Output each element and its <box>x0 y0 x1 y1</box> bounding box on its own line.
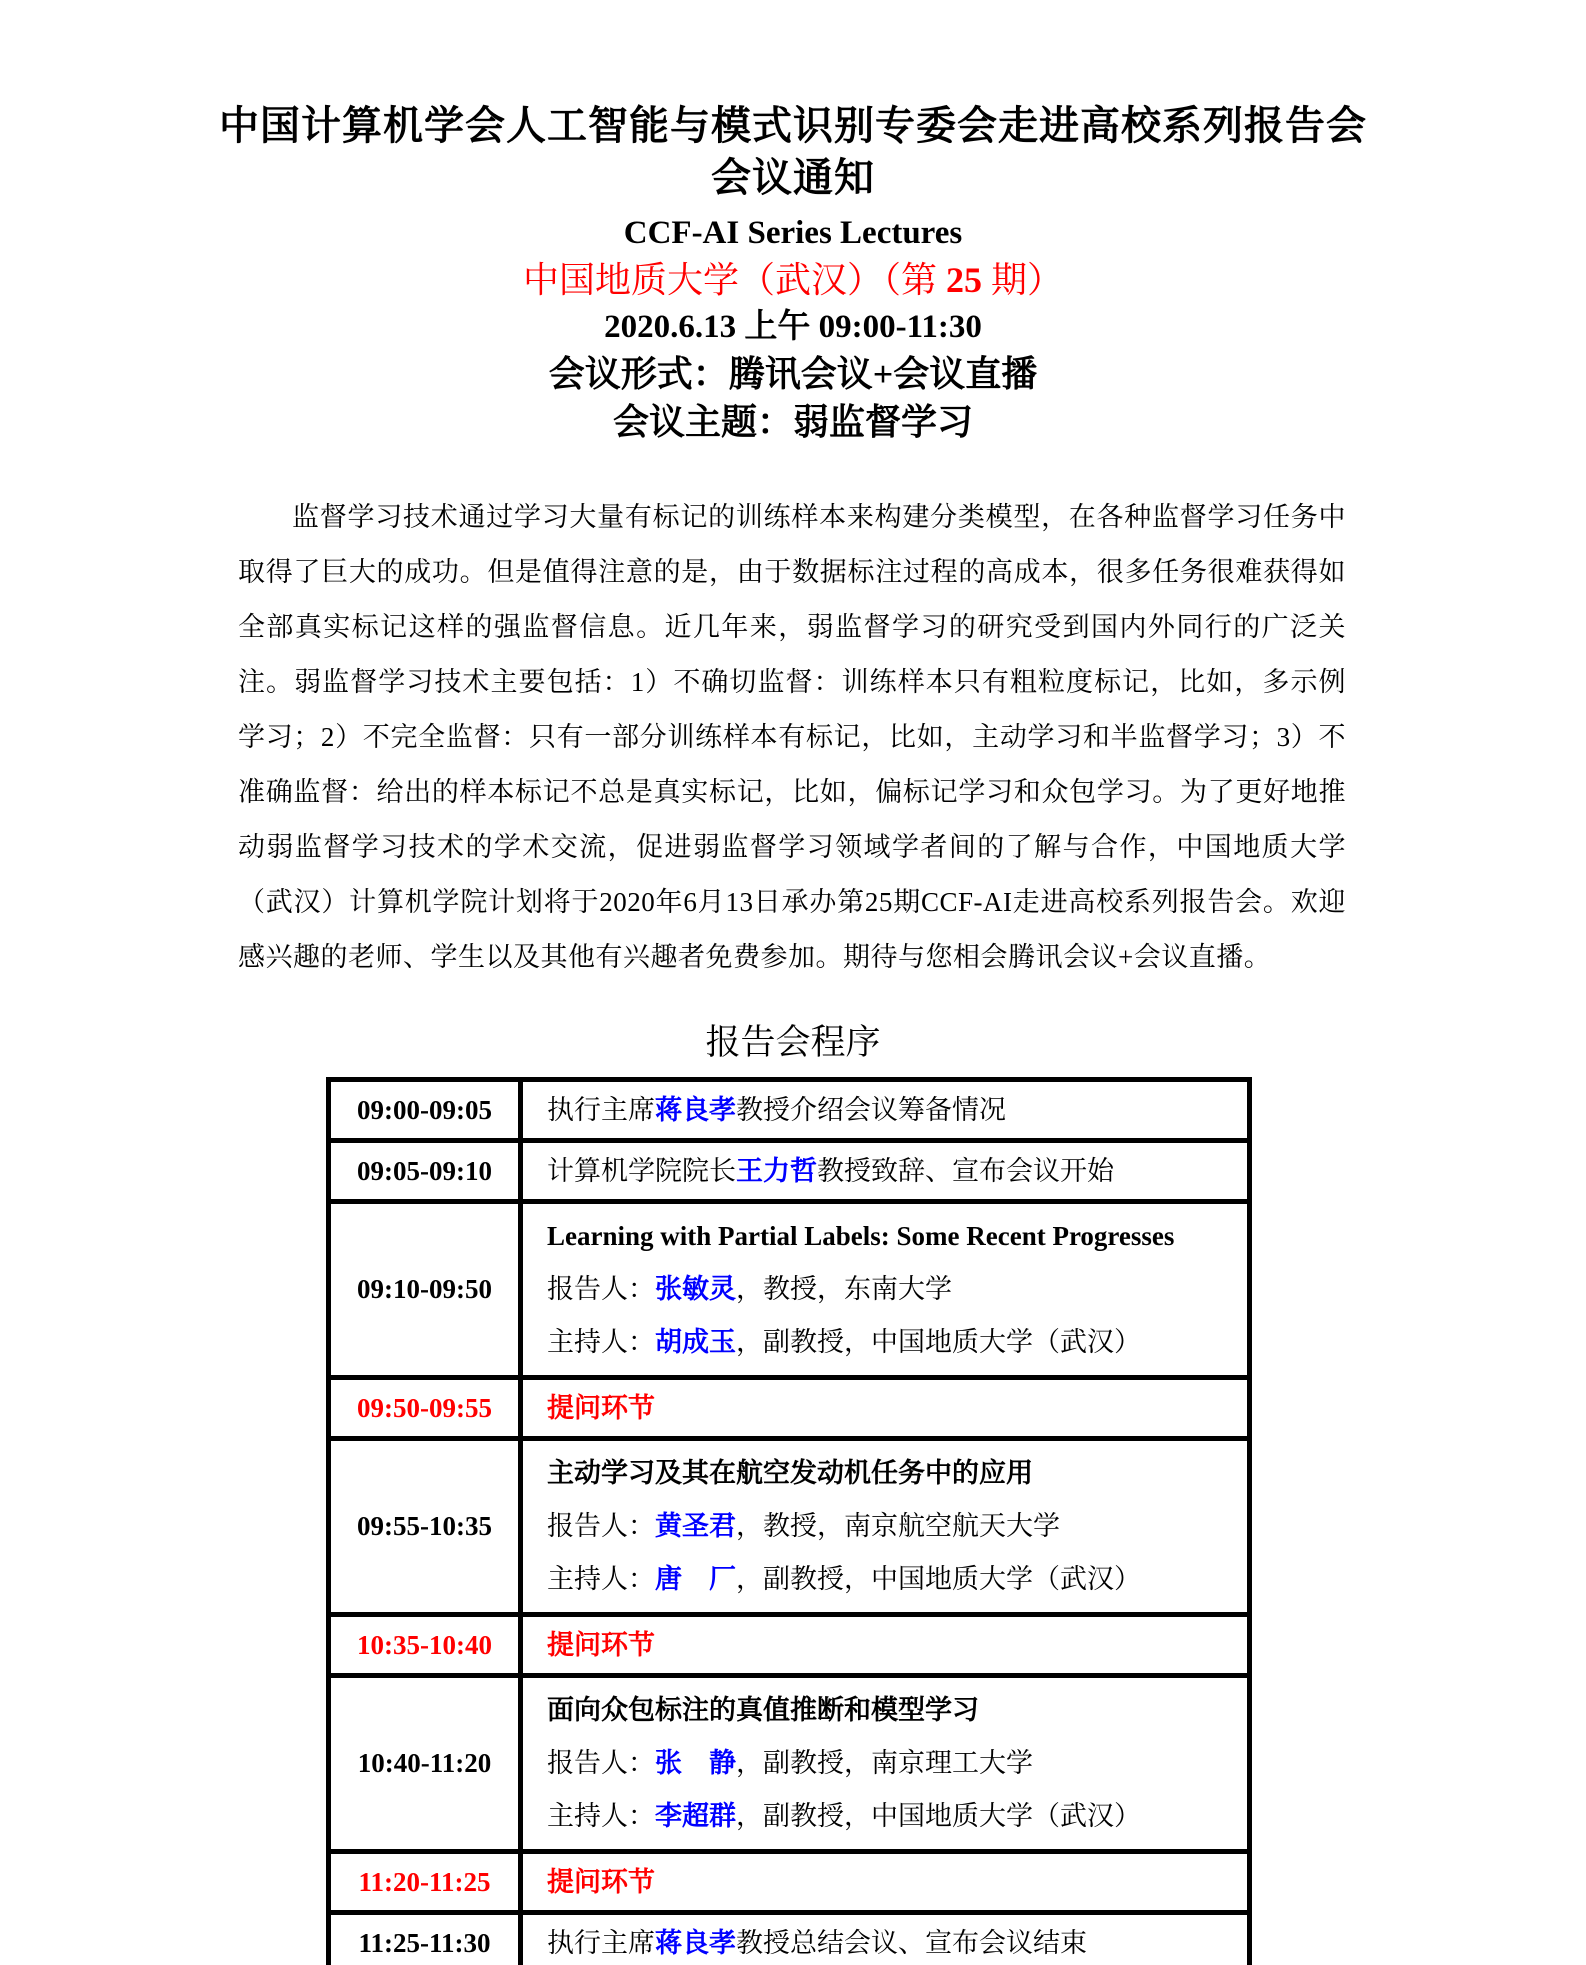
schedule-table-body <box>329 1080 1250 1965</box>
text-run: 执行主席 <box>547 1928 655 1958</box>
person-name: 蒋良孝 <box>655 1095 736 1125</box>
text-run: 主持人： <box>547 1801 655 1831</box>
table-row <box>329 1913 1250 1965</box>
schedule-line <box>547 1790 1231 1843</box>
text-run: 面向众包标注的真值推断和模型学习 <box>547 1695 979 1725</box>
content-cell <box>521 1615 1250 1676</box>
time-cell: 09:00-09:05 <box>329 1080 521 1141</box>
text-run: 提问环节 <box>547 1867 655 1897</box>
title-line-1: 中国计算机学会人工智能与模式识别专委会走进高校系列报告会 <box>219 103 1367 148</box>
schedule-line <box>547 1629 1231 1661</box>
content-cell <box>521 1439 1250 1615</box>
text-run: 主持人： <box>547 1564 655 1594</box>
schedule-line <box>547 1500 1231 1553</box>
content-cell <box>521 1852 1250 1913</box>
person-name: 张敏灵 <box>655 1274 736 1304</box>
content-cell <box>521 1202 1250 1378</box>
text-run: 计算机学院院长 <box>547 1156 736 1186</box>
time-cell: 09:05-09:10 <box>329 1141 521 1202</box>
person-name: 王力哲 <box>736 1156 817 1186</box>
meeting-topic-line: 会议主题：弱监督学习 <box>612 402 973 442</box>
table-row <box>329 1615 1250 1676</box>
series-english-title: CCF-AI Series Lectures <box>623 215 963 251</box>
text-run: ，教授，东南大学 <box>736 1274 952 1304</box>
person-name: 黄圣君 <box>655 1511 736 1541</box>
person-name: 李超群 <box>655 1801 736 1831</box>
person-name: 蒋良孝 <box>655 1928 736 1958</box>
table-row <box>329 1676 1250 1852</box>
venue-line <box>0 256 1586 304</box>
time-cell: 10:35-10:40 <box>329 1615 521 1676</box>
table-row <box>329 1141 1250 1202</box>
schedule-line <box>547 1263 1231 1316</box>
abstract-paragraph: 监督学习技术通过学习大量有标记的训练样本来构建分类模型，在各种监督学习任务中取得了巨大的成功。但是值得注意的是，由于数据标注过程的高成本，很多任务很难获得如全部真实标记这样的强监督信息。近几年来，弱监督学习的研究受到国内外同行的广泛关注。弱监督学习技术主要包括：1）不确切监督：训练样本只有粗粒度标记，比如，多示例学习；2）不完全监督：只有一部分训练样本有标记，比如，主动学习和半监督学习；3）不准确监督：给出的样本标记不总是真实标记，比如，偏标记学习和众包学习。为了更好地推动弱监督学习技术的学术交流，促进弱监督学习领域学者间的了解与合作，中国地质大学（武汉）计算机学院计划将于2020年6月13日承办第25期CCF-AI走进高校系列报告会。欢迎感兴趣的老师、学生以及其他有兴趣者免费参加。期待与您相会腾讯会议+会议直播。 <box>238 502 1346 972</box>
table-row <box>329 1202 1250 1378</box>
schedule-line <box>547 1392 1231 1424</box>
text-run: 报告人： <box>547 1748 655 1778</box>
table-row <box>329 1852 1250 1913</box>
time-cell: 09:55-10:35 <box>329 1439 521 1615</box>
content-cell <box>521 1378 1250 1439</box>
content-cell <box>521 1676 1250 1852</box>
text-run: 报告人： <box>547 1511 655 1541</box>
person-name: 张 静 <box>655 1748 736 1778</box>
text-run: 执行主席 <box>547 1095 655 1125</box>
text-run: ，副教授，中国地质大学（武汉） <box>736 1801 1141 1831</box>
text-run: Learning with Partial Labels: Some Recent Progresses <box>547 1221 1175 1251</box>
schedule-line <box>547 1447 1231 1500</box>
text-run: 提问环节 <box>547 1630 655 1660</box>
text-run: 期） <box>982 260 1064 300</box>
text-run: 提问环节 <box>547 1393 655 1423</box>
schedule-table <box>326 1077 1252 1965</box>
schedule-line <box>547 1155 1231 1187</box>
text-run: ，副教授，中国地质大学（武汉） <box>736 1564 1141 1594</box>
schedule-line <box>547 1737 1231 1790</box>
text-run: 主持人： <box>547 1327 655 1357</box>
text-run: 中国地质大学（武汉）（第 <box>522 260 946 300</box>
time-cell: 11:25-11:30 <box>329 1913 521 1965</box>
person-name: 唐 厂 <box>655 1564 736 1594</box>
schedule-line <box>547 1684 1231 1737</box>
table-row <box>329 1080 1250 1141</box>
text-run: 教授致辞、宣布会议开始 <box>817 1156 1114 1186</box>
text-run: 主动学习及其在航空发动机任务中的应用 <box>547 1458 1033 1488</box>
content-cell <box>521 1141 1250 1202</box>
text-run: ，副教授，南京理工大学 <box>736 1748 1033 1778</box>
time-cell: 11:20-11:25 <box>329 1852 521 1913</box>
schedule-line <box>547 1094 1231 1126</box>
content-cell <box>521 1080 1250 1141</box>
datetime-line: 2020.6.13 上午 09:00-11:30 <box>604 309 982 345</box>
time-cell: 09:50-09:55 <box>329 1378 521 1439</box>
text-run: 教授介绍会议筹备情况 <box>736 1095 1006 1125</box>
title-line-2: 会议通知 <box>711 155 875 200</box>
text-run: 报告人： <box>547 1274 655 1304</box>
schedule-line <box>547 1210 1231 1263</box>
text-run: 25 <box>946 260 982 300</box>
time-cell: 09:10-09:50 <box>329 1202 521 1378</box>
text-run: 教授总结会议、宣布会议结束 <box>736 1928 1087 1958</box>
schedule-line <box>547 1316 1231 1369</box>
time-cell: 10:40-11:20 <box>329 1676 521 1852</box>
table-row <box>329 1439 1250 1615</box>
schedule-line <box>547 1866 1231 1898</box>
document-header <box>0 0 1586 446</box>
schedule-line <box>547 1553 1231 1606</box>
schedule-line <box>547 1927 1231 1959</box>
meeting-format-line: 会议形式：腾讯会议+会议直播 <box>548 354 1038 394</box>
table-row <box>329 1378 1250 1439</box>
text-run: ，副教授，中国地质大学（武汉） <box>736 1327 1141 1357</box>
content-cell <box>521 1913 1250 1965</box>
person-name: 胡成玉 <box>655 1327 736 1357</box>
schedule-title: 报告会程序 <box>705 1023 881 1062</box>
text-run: ，教授，南京航空航天大学 <box>736 1511 1060 1541</box>
